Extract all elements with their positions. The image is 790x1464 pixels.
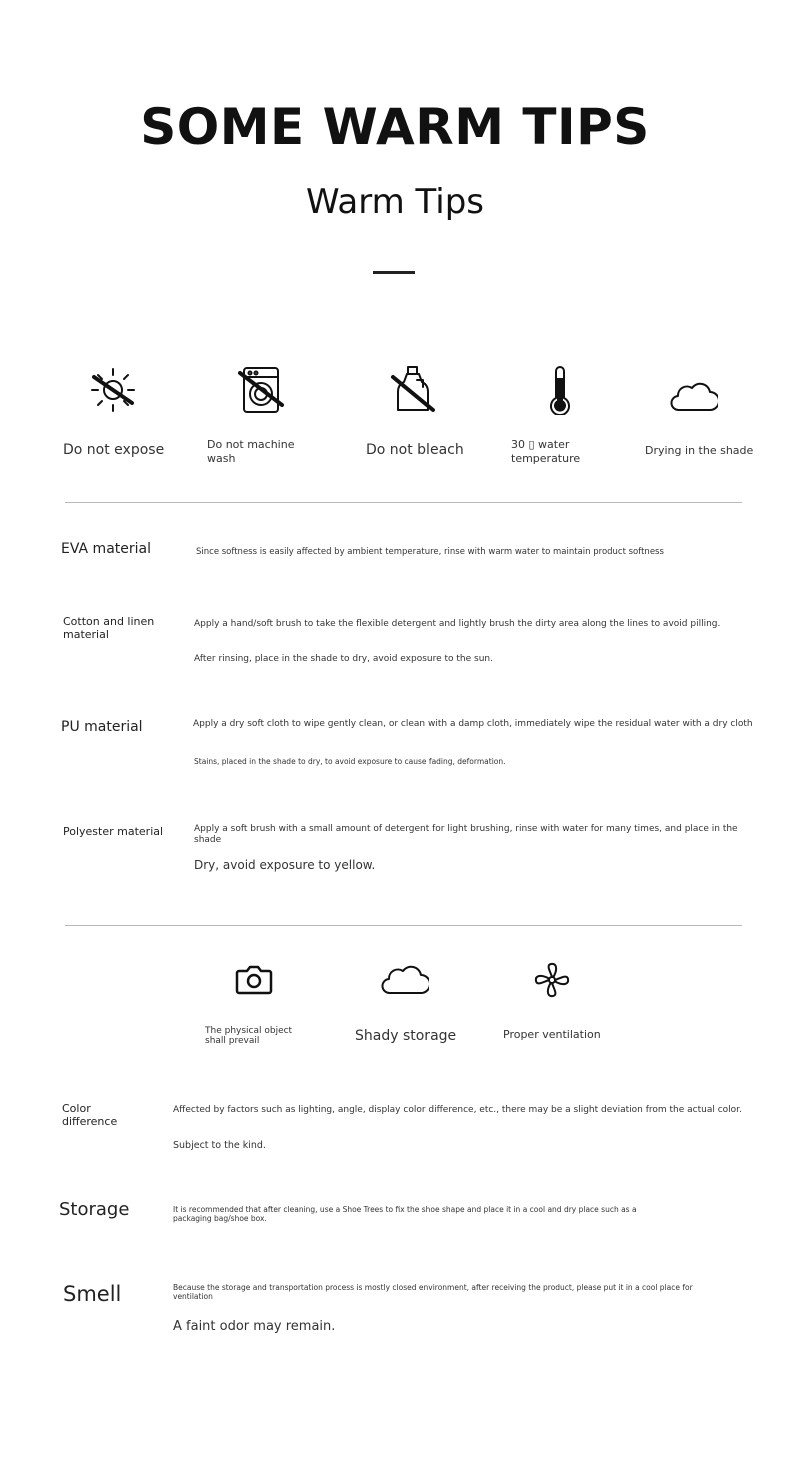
- cloud-icon: [668, 372, 718, 422]
- note-name-smell: Smell: [63, 1282, 122, 1306]
- title-divider: [373, 271, 415, 274]
- material-name-eva: EVA material: [61, 541, 151, 557]
- care-label-do-not-machine-wash: Do not machine wash: [207, 438, 295, 465]
- camera-icon: [229, 955, 279, 1005]
- material-polyester-line-1: Apply a soft brush with a small amount of detergent for light brushing, rinse with water for many times, and place in the shade: [194, 824, 738, 845]
- fan-icon: [527, 955, 577, 1005]
- note-smell-line-1: Because the storage and transportation process is mostly closed environment, after receiving the product, please put it in a cool place for ventilation: [173, 1283, 693, 1302]
- note-name-color-difference: Color difference: [62, 1102, 118, 1129]
- material-polyester-line-2: Dry, avoid exposure to yellow.: [194, 858, 376, 872]
- section-divider: [65, 502, 742, 503]
- material-name-polyester: Polyester material: [63, 825, 164, 838]
- storage-label-physical-object: The physical object shall prevail: [205, 1026, 293, 1047]
- material-pu-line-2: Stains, placed in the shade to dry, to avoid exposure to cause fading, deformation.: [194, 757, 506, 766]
- washing-machine-crossed-icon: [236, 365, 286, 415]
- material-pu-line-1: Apply a dry soft cloth to wipe gently clean, or clean with a damp cloth, immediately wipe the residual water with a dry cloth: [193, 719, 753, 729]
- material-cotton-line-2: After rinsing, place in the shade to dry, avoid exposure to the sun.: [194, 654, 493, 664]
- note-color-line-1: Affected by factors such as lighting, angle, display color difference, etc., there may be a slight deviation from the actual color.: [173, 1105, 742, 1115]
- note-name-storage: Storage: [59, 1199, 130, 1220]
- material-name-cotton-linen: Cotton and linen material: [63, 615, 155, 642]
- care-label-drying-in-shade: Drying in the shade: [645, 444, 754, 457]
- sun-crossed-icon: [88, 365, 138, 415]
- section-divider: [65, 925, 742, 926]
- page-subtitle: Warm Tips: [305, 182, 485, 222]
- material-cotton-line-1: Apply a hand/soft brush to take the flexible detergent and lightly brush the dirty area along the lines to avoid pilling.: [194, 619, 721, 629]
- note-smell-line-2: A faint odor may remain.: [173, 1319, 336, 1334]
- note-storage-line-1: It is recommended that after cleaning, use a Shoe Trees to fix the shoe shape and place it in a cool and dry place such as a packaging bag/shoe box.: [173, 1205, 637, 1224]
- thermometer-icon: [535, 365, 585, 415]
- care-label-water-temperature: 30 ▯ water temperature: [511, 438, 581, 465]
- material-name-pu: PU material: [61, 719, 143, 735]
- cloud-icon: [379, 955, 429, 1005]
- care-label-do-not-bleach: Do not bleach: [366, 442, 464, 458]
- bleach-bottle-crossed-icon: [388, 365, 438, 415]
- storage-label-shady-storage: Shady storage: [355, 1028, 457, 1044]
- note-color-line-2: Subject to the kind.: [173, 1140, 266, 1151]
- page-headline: SOME WARM TIPS: [140, 98, 650, 156]
- material-eva-line-1: Since softness is easily affected by ambient temperature, rinse with warm water to maintain product softness: [196, 547, 664, 557]
- care-label-do-not-expose: Do not expose: [63, 442, 165, 458]
- storage-label-proper-ventilation: Proper ventilation: [503, 1028, 601, 1041]
